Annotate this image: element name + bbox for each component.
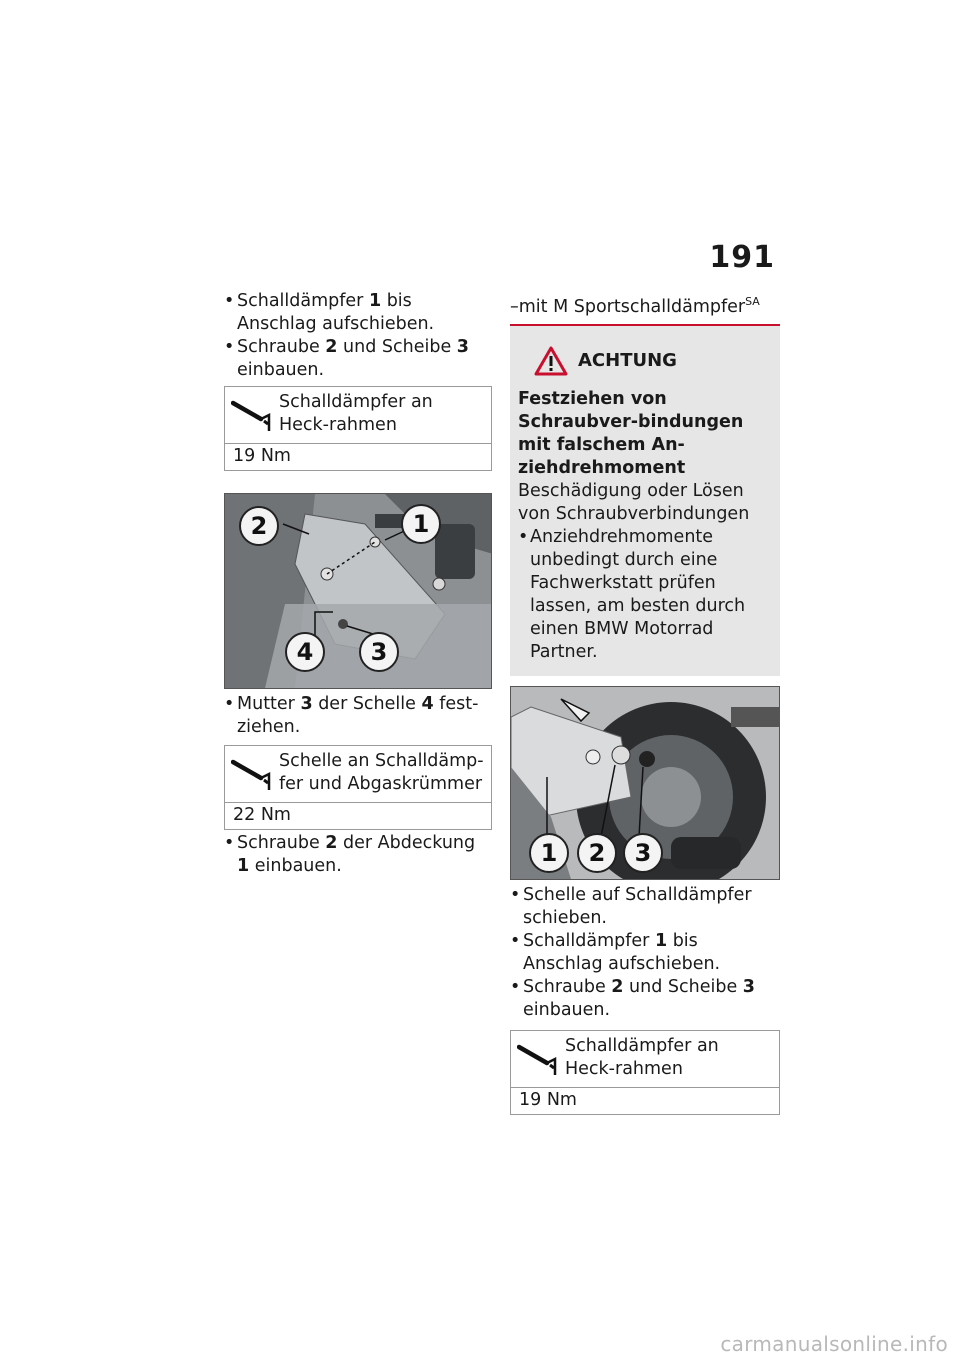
callout-number: 2 [577,833,617,873]
callout-number: 3 [359,632,399,672]
right-column [510,290,780,1115]
callout-number: 2 [239,506,279,546]
torque-value: 19 Nm [519,1089,577,1110]
step-item: • Schalldämpfer 1 bis Anschlag aufschieben. [224,290,492,336]
callout-number: 1 [529,833,569,873]
step-item: • Schraube 2 der Abdeckung 1 einbauen. [224,832,492,878]
torque-wrench-icon [517,1041,561,1075]
watermark: carmanualsonline.info [720,1332,948,1356]
warning-triangle-icon [534,346,568,376]
torque-spec-box [224,745,492,830]
left-column [224,290,492,878]
notice-title: Festziehen von Schraubver-bindungen mit falschem An-ziehdrehmoment [518,388,744,478]
torque-description: Schalldämpfer an Heck-rahmen [565,1035,719,1079]
step-item: • Schraube 2 und Scheibe 3 einbauen. [510,976,780,1022]
rear-exhaust-photo [510,686,780,880]
torque-description: Schalldämpfer an Heck-rahmen [279,392,433,435]
warning-notice [510,324,780,676]
step-item: • Schraube 2 und Scheibe 3 einbauen. [224,336,492,382]
torque-spec-box [224,386,492,471]
page-number: 191 [709,240,775,275]
torque-description: Schelle an Schalldämp-fer und Abgaskrümmer [279,751,484,794]
notice-action: • Anziehdrehmomente unbedingt durch eine Fachwerkstatt prüfen lassen, am besten durch einen BMW Motorrad Partner. [518,526,772,664]
step-item: • Mutter 3 der Schelle 4 fest-ziehen. [224,693,492,739]
step-item: • Schelle auf Schalldämpfer schieben. [510,884,780,930]
exhaust-cover-photo [224,493,492,689]
torque-value: 22 Nm [233,805,291,825]
torque-value: 19 Nm [233,446,291,466]
callout-number: 4 [285,632,325,672]
signal-word: ACHTUNG [578,350,677,372]
callout-number: 1 [401,504,441,544]
callout-number: 3 [623,833,663,873]
step-item: • Schalldämpfer 1 bis Anschlag aufschieben. [510,930,780,976]
notice-consequence: Beschädigung oder Lösen von Schraubverbindungen [518,480,750,524]
torque-spec-box [510,1030,780,1115]
variant-heading: –mit M Sportschalldämpfer$^{SA}$ [510,295,760,317]
torque-wrench-icon [231,397,275,431]
torque-wrench-icon [231,756,275,790]
